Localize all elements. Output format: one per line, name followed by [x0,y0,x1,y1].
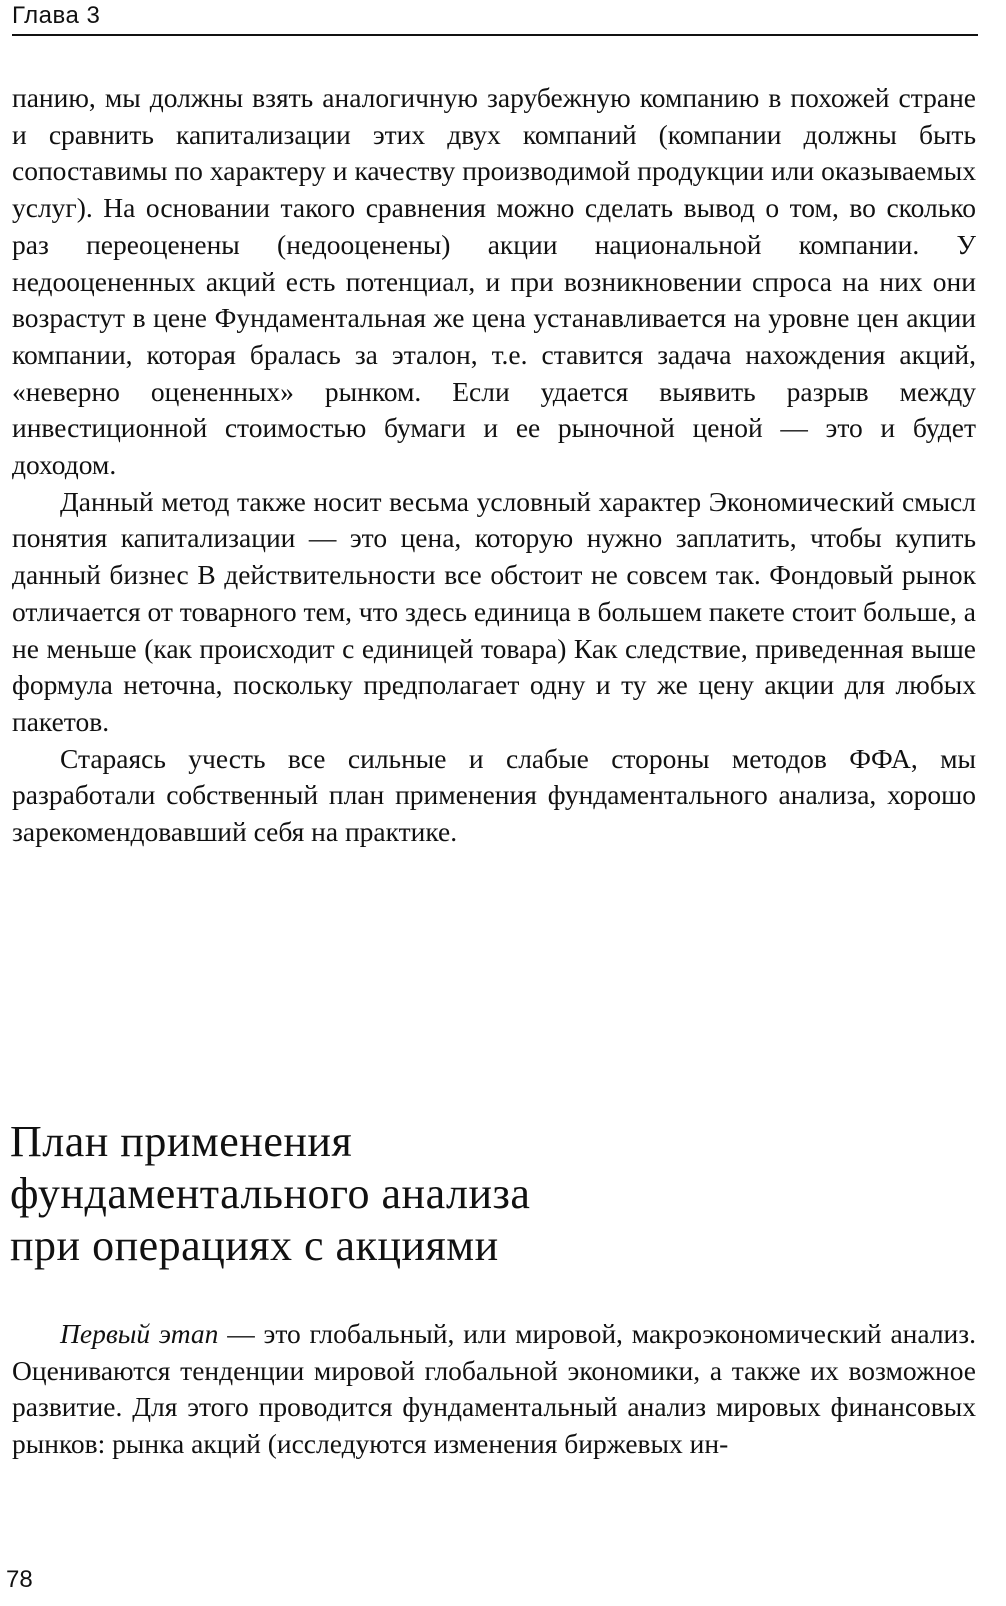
section-paragraph [12,1316,976,1463]
body-text [12,80,976,851]
section-title-line: при операциях с акциями [10,1221,499,1270]
section-title [10,1116,910,1272]
header-rule [12,34,978,36]
section-text [12,1316,976,1463]
section-title-line: План применения [10,1117,353,1166]
running-head: Глава 3 [12,2,101,29]
section-title-line: фундаментального анализа [10,1169,531,1218]
paragraph-continuation: панию, мы должны взять аналогичную зарубежную компанию в похожей стране и сравнить капитализации этих двух компаний (компании должны быть сопоставимы по характеру и качеству производимой продукции или оказываемых услуг). На основании такого сравнения можно сделать вывод о том, во сколько раз переоценены (недооценены) акции национальной компании. У недооцененных акций есть потенциал, и при возникновении спроса на них они возрастут в цене Фундаментальная же цена устанавливается на уровне цен акции компании, которая бралась за эталон, т.е. ставится задача нахождения акций, «неверно оцененных» рынком. Если удается выявить разрыв между инвестиционной стоимостью бумаги и ее рыночной ценой — это и будет доходом. [12,82,976,481]
paragraph: Данный метод также носит весьма условный характер Экономический смысл понятия капитализации — это цена, которую нужно заплатить, чтобы купить данный бизнес В действительности все обстоит не совсем так. Фондовый рынок отличается от товарного тем, что здесь единица в большем пакете стоит больше, а не меньше (как происходит с единицей товара) Как следствие, приведенная выше формула неточна, поскольку предполагает одну и ту же цену акции для любых пакетов. [12,485,976,737]
stage-label: Первый этап [60,1318,219,1349]
paragraph: Стараясь учесть все сильные и слабые стороны методов ФФА, мы разработали собственный план применения фундаментального анализа, хорошо зарекомендовавший себя на практике. [12,742,976,848]
stage-text: — это глобальный, или мировой, макроэкономический анализ. Оцениваются тенденции мировой глобальной экономики, а также их возможное развитие. Для этого проводится фундаментальный анализ мировых финансовых рынков: рынка акций (исследуются изменения биржевых ин- [12,1318,976,1460]
page-number: 78 [6,1566,33,1593]
